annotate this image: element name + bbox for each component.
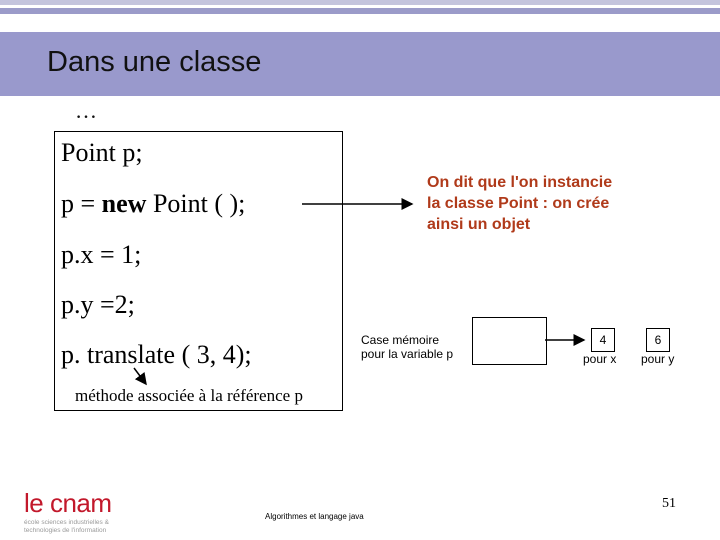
instantiation-note: On dit que l'on instancie la classe Point : on crée ainsi un objet — [427, 174, 613, 233]
footer-text: Algorithmes et langage java — [265, 512, 364, 521]
y-value-box: 6 — [646, 328, 670, 352]
method-note: méthode associée à la référence p — [75, 386, 303, 405]
x-value-label: pour x — [583, 352, 617, 366]
case-memoire-label: Case mémoire pour la variable p — [361, 333, 454, 361]
y-value-label: pour y — [641, 352, 675, 366]
x-value-box: 4 — [591, 328, 615, 352]
logo-wordmark: le cnam — [24, 488, 112, 518]
logo-subtitle: école sciences industrielles & technologies de l'information — [24, 519, 109, 534]
code-line-declaration: Point p; — [61, 138, 143, 167]
method-arrow — [134, 368, 146, 384]
new-keyword: new — [101, 189, 147, 218]
ellipsis: … — [75, 98, 97, 123]
code-line-instantiation: p = new Point ( ); — [61, 189, 246, 218]
page-number: 51 — [662, 496, 676, 511]
slide-title: Dans une classe — [47, 46, 262, 78]
code-line-x: p.x = 1; — [61, 240, 142, 269]
code-line-translate: p. translate ( 3, 4); — [61, 340, 252, 369]
cnam-logo — [24, 490, 112, 535]
code-line-y: p.y =2; — [61, 290, 135, 319]
